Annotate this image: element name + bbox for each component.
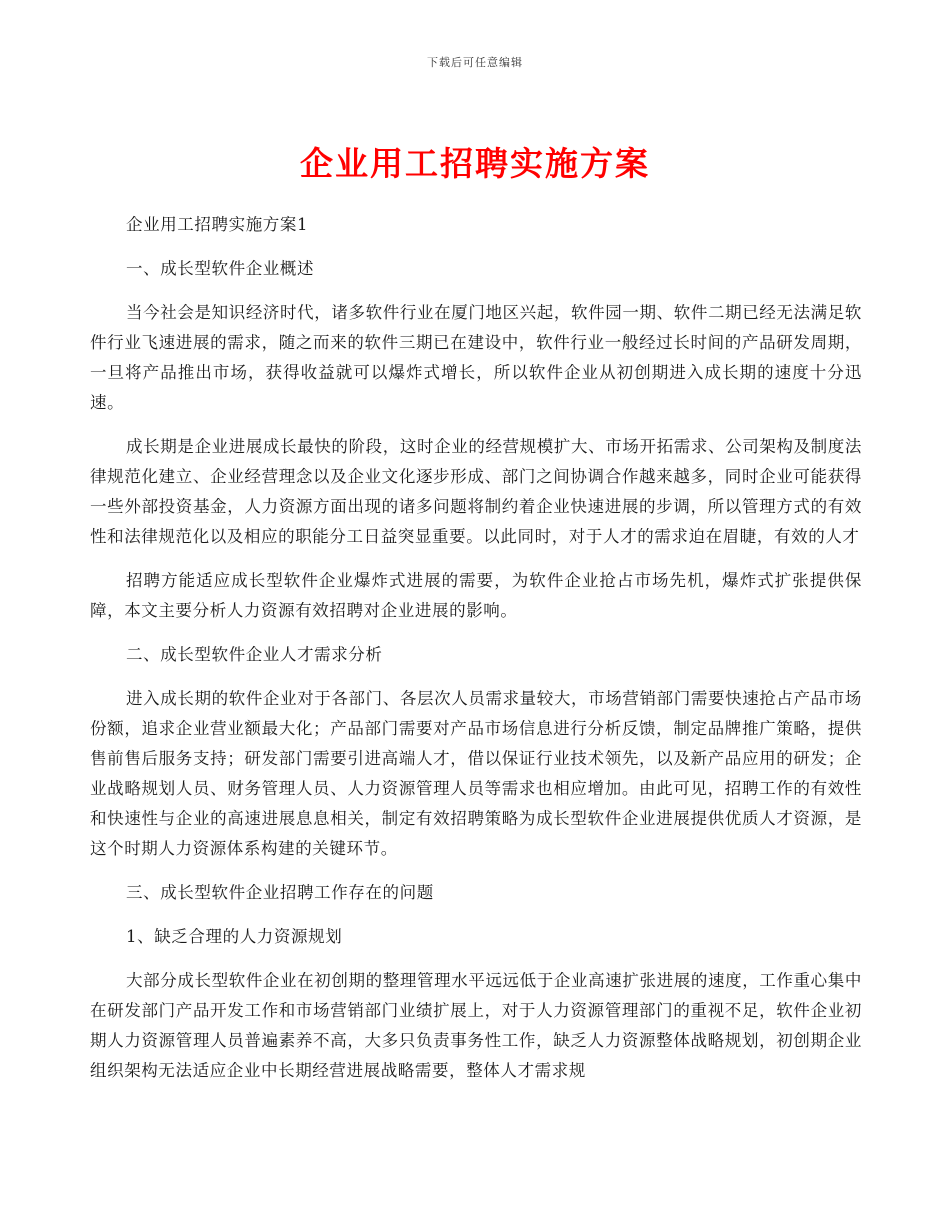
section-heading-2: 二、成长型软件企业人才需求分析 xyxy=(126,645,383,664)
page-header-note: 下载后可任意编辑 xyxy=(427,56,523,69)
document-subtitle: 企业用工招聘实施方案1 xyxy=(126,215,309,234)
section-heading-1: 一、成长型软件企业概述 xyxy=(126,259,315,278)
paragraph-4: 进入成长期的软件企业对于各部门、各层次人员需求量较大，市场营销部门需要快速抢占产品市场份额，追求企业营业额最大化；产品部门需要对产品市场信息进行分析反馈，制定品牌推广策略，提供售前售后服务支持；研发部门需要引进高端人才，借以保证行业技术领先，以及新产品应用的研发；企业战略规划人员、财务管理人员、人力资源管理人员等需求也相应增加。由此可见，招聘工作的有效性和快速性与企业的高速进展息息相关，制定有效招聘策略为成长型软件企业进展提供优质人才资源，是这个时期人力资源体系构建的关键环节。 xyxy=(90,689,862,858)
document-title: 企业用工招聘实施方案 xyxy=(300,144,650,183)
section-heading-3: 三、成长型软件企业招聘工作存在的问题 xyxy=(126,883,434,902)
subsection-heading-1: 1、缺乏合理的人力资源规划 xyxy=(126,927,343,946)
document-body xyxy=(90,210,862,1100)
paragraph-5: 大部分成长型软件企业在初创期的整理管理水平远远低于企业高速扩张进展的速度，工作重心集中在研发部门产品开发工作和市场营销部门业绩扩展上，对于人力资源管理部门的重视不足，软件企业初期人力资源管理人员普遍素养不高，大多只负责事务性工作，缺乏人力资源整体战略规划，初创期企业组织架构无法适应企业中长期经营进展战略需要，整体人才需求规 xyxy=(90,971,862,1080)
paragraph-2: 成长期是企业进展成长最快的阶段，这时企业的经营规模扩大、市场开拓需求、公司架构及制度法律规范化建立、企业经营理念以及企业文化逐步形成、部门之间协调合作越来越多，同时企业可能获得一些外部投资基金，人力资源方面出现的诸多问题将制约着企业快速进展的步调，所以管理方式的有效性和法律规范化以及相应的职能分工日益突显重要。以此同时，对于人才的需求迫在眉睫，有效的人才 xyxy=(90,437,862,546)
paragraph-3: 招聘方能适应成长型软件企业爆炸式进展的需要，为软件企业抢占市场先机，爆炸式扩张提供保障，本文主要分析人力资源有效招聘对企业进展的影响。 xyxy=(90,571,862,620)
paragraph-1: 当今社会是知识经济时代，诸多软件行业在厦门地区兴起，软件园一期、软件二期已经无法满足软件行业飞速进展的需求，随之而来的软件三期已在建设中，软件行业一般经过长时间的产品研发周期，一旦将产品推出市场，获得收益就可以爆炸式增长，所以软件企业从初创期进入成长期的速度十分迅速。 xyxy=(90,303,862,412)
